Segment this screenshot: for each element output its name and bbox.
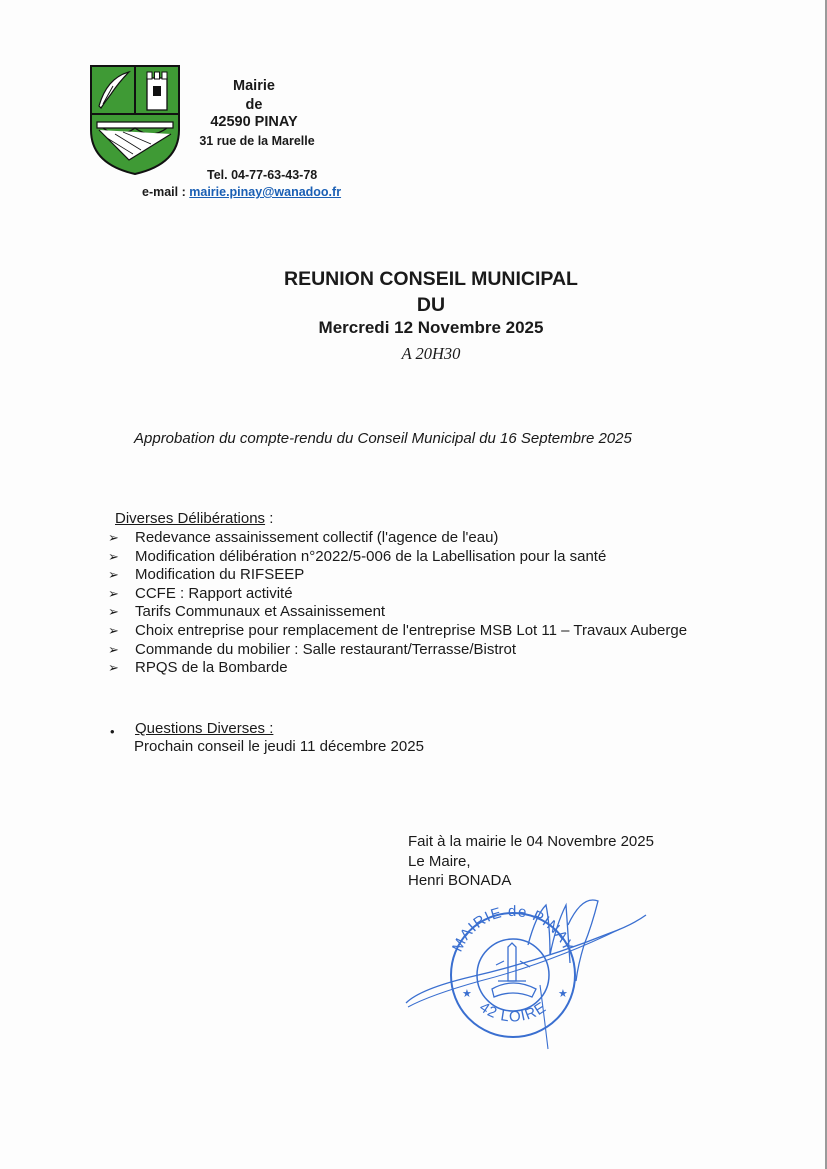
email-label: e-mail :	[142, 185, 186, 199]
list-item	[108, 603, 728, 622]
signature-role: Le Maire,	[408, 853, 471, 870]
email-link[interactable]: mairie.pinay@wanadoo.fr	[189, 185, 342, 199]
list-item-text: RPQS de la Bombarde	[135, 659, 288, 677]
deliberations-list	[108, 529, 728, 678]
meeting-title-du: DU	[416, 294, 446, 316]
star-icon: ★	[462, 987, 472, 1000]
header-telephone: Tel. 04-77-63-43-78	[207, 168, 318, 182]
stamp-top-text: MAIRIE de PINAY	[449, 902, 577, 955]
svg-text:MAIRIE de PINAY	[449, 903, 577, 955]
list-item	[108, 622, 728, 641]
list-item-text: Redevance assainissement collectif (l'agence de l'eau)	[135, 529, 499, 546]
list-item-text: Choix entreprise pour remplacement de l'entreprise MSB Lot 11 – Travaux Auberge	[135, 621, 688, 639]
list-item	[108, 566, 728, 585]
list-item-text: Commande du mobilier : Salle restaurant/Terrasse/Bistrot	[135, 640, 516, 658]
arrow-bullet-icon: ➢	[108, 530, 119, 545]
approval-line: Approbation du compte-rendu du Conseil Municipal du 16 Septembre 2025	[134, 430, 632, 447]
list-item-text: Modification délibération n°2022/5-006 de la Labellisation pour la santé	[135, 547, 607, 565]
header-street: 31 rue de la Marelle	[199, 134, 315, 148]
deliberations-heading-text: Diverses Délibérations	[115, 510, 266, 527]
official-stamp	[400, 885, 650, 1055]
meeting-date: Mercredi 12 Novembre 2025	[318, 318, 544, 337]
arrow-bullet-icon: ➢	[108, 604, 119, 620]
stamp-bottom-text: 42 LOIRE	[476, 998, 550, 1026]
arrow-bullet-icon: ➢	[108, 585, 119, 601]
deliberations-heading	[115, 510, 273, 527]
list-item	[108, 529, 728, 548]
round-bullet-icon: •	[110, 724, 115, 739]
list-item	[108, 548, 728, 567]
questions-heading-text: Questions Diverses :	[135, 720, 274, 737]
arrow-bullet-icon: ➢	[108, 622, 119, 638]
svg-text:42 LOIRE	[476, 999, 549, 1026]
header-de: de	[245, 97, 263, 113]
list-item	[108, 585, 728, 604]
arrow-bullet-icon: ➢	[108, 660, 119, 676]
meeting-time: A 20H30	[401, 344, 461, 363]
arrow-bullet-icon: ➢	[108, 641, 119, 657]
list-item-text: Modification du RIFSEEP	[135, 566, 305, 584]
header-mairie: Mairie	[233, 78, 275, 94]
signature-name: Henri BONADA	[408, 872, 512, 889]
star-icon: ★	[558, 987, 568, 1000]
questions-heading	[135, 720, 273, 737]
meeting-title: REUNION CONSEIL MUNICIPAL	[284, 268, 578, 290]
header-postcode-town: 42590 PINAY	[210, 114, 298, 130]
list-item-text: CCFE : Rapport activité	[135, 584, 293, 602]
header-email-line	[142, 185, 341, 199]
list-item	[108, 641, 728, 660]
arrow-bullet-icon: ➢	[108, 567, 119, 583]
deliberations-heading-colon: :	[265, 510, 274, 527]
list-item-text: Tarifs Communaux et Assainissement	[135, 603, 386, 621]
arrow-bullet-icon: ➢	[108, 548, 119, 564]
list-item	[108, 659, 728, 678]
next-meeting: Prochain conseil le jeudi 11 décembre 2025	[134, 738, 424, 755]
coat-of-arms-icon	[89, 64, 181, 176]
signature-place-date: Fait à la mairie le 04 Novembre 2025	[408, 833, 654, 850]
